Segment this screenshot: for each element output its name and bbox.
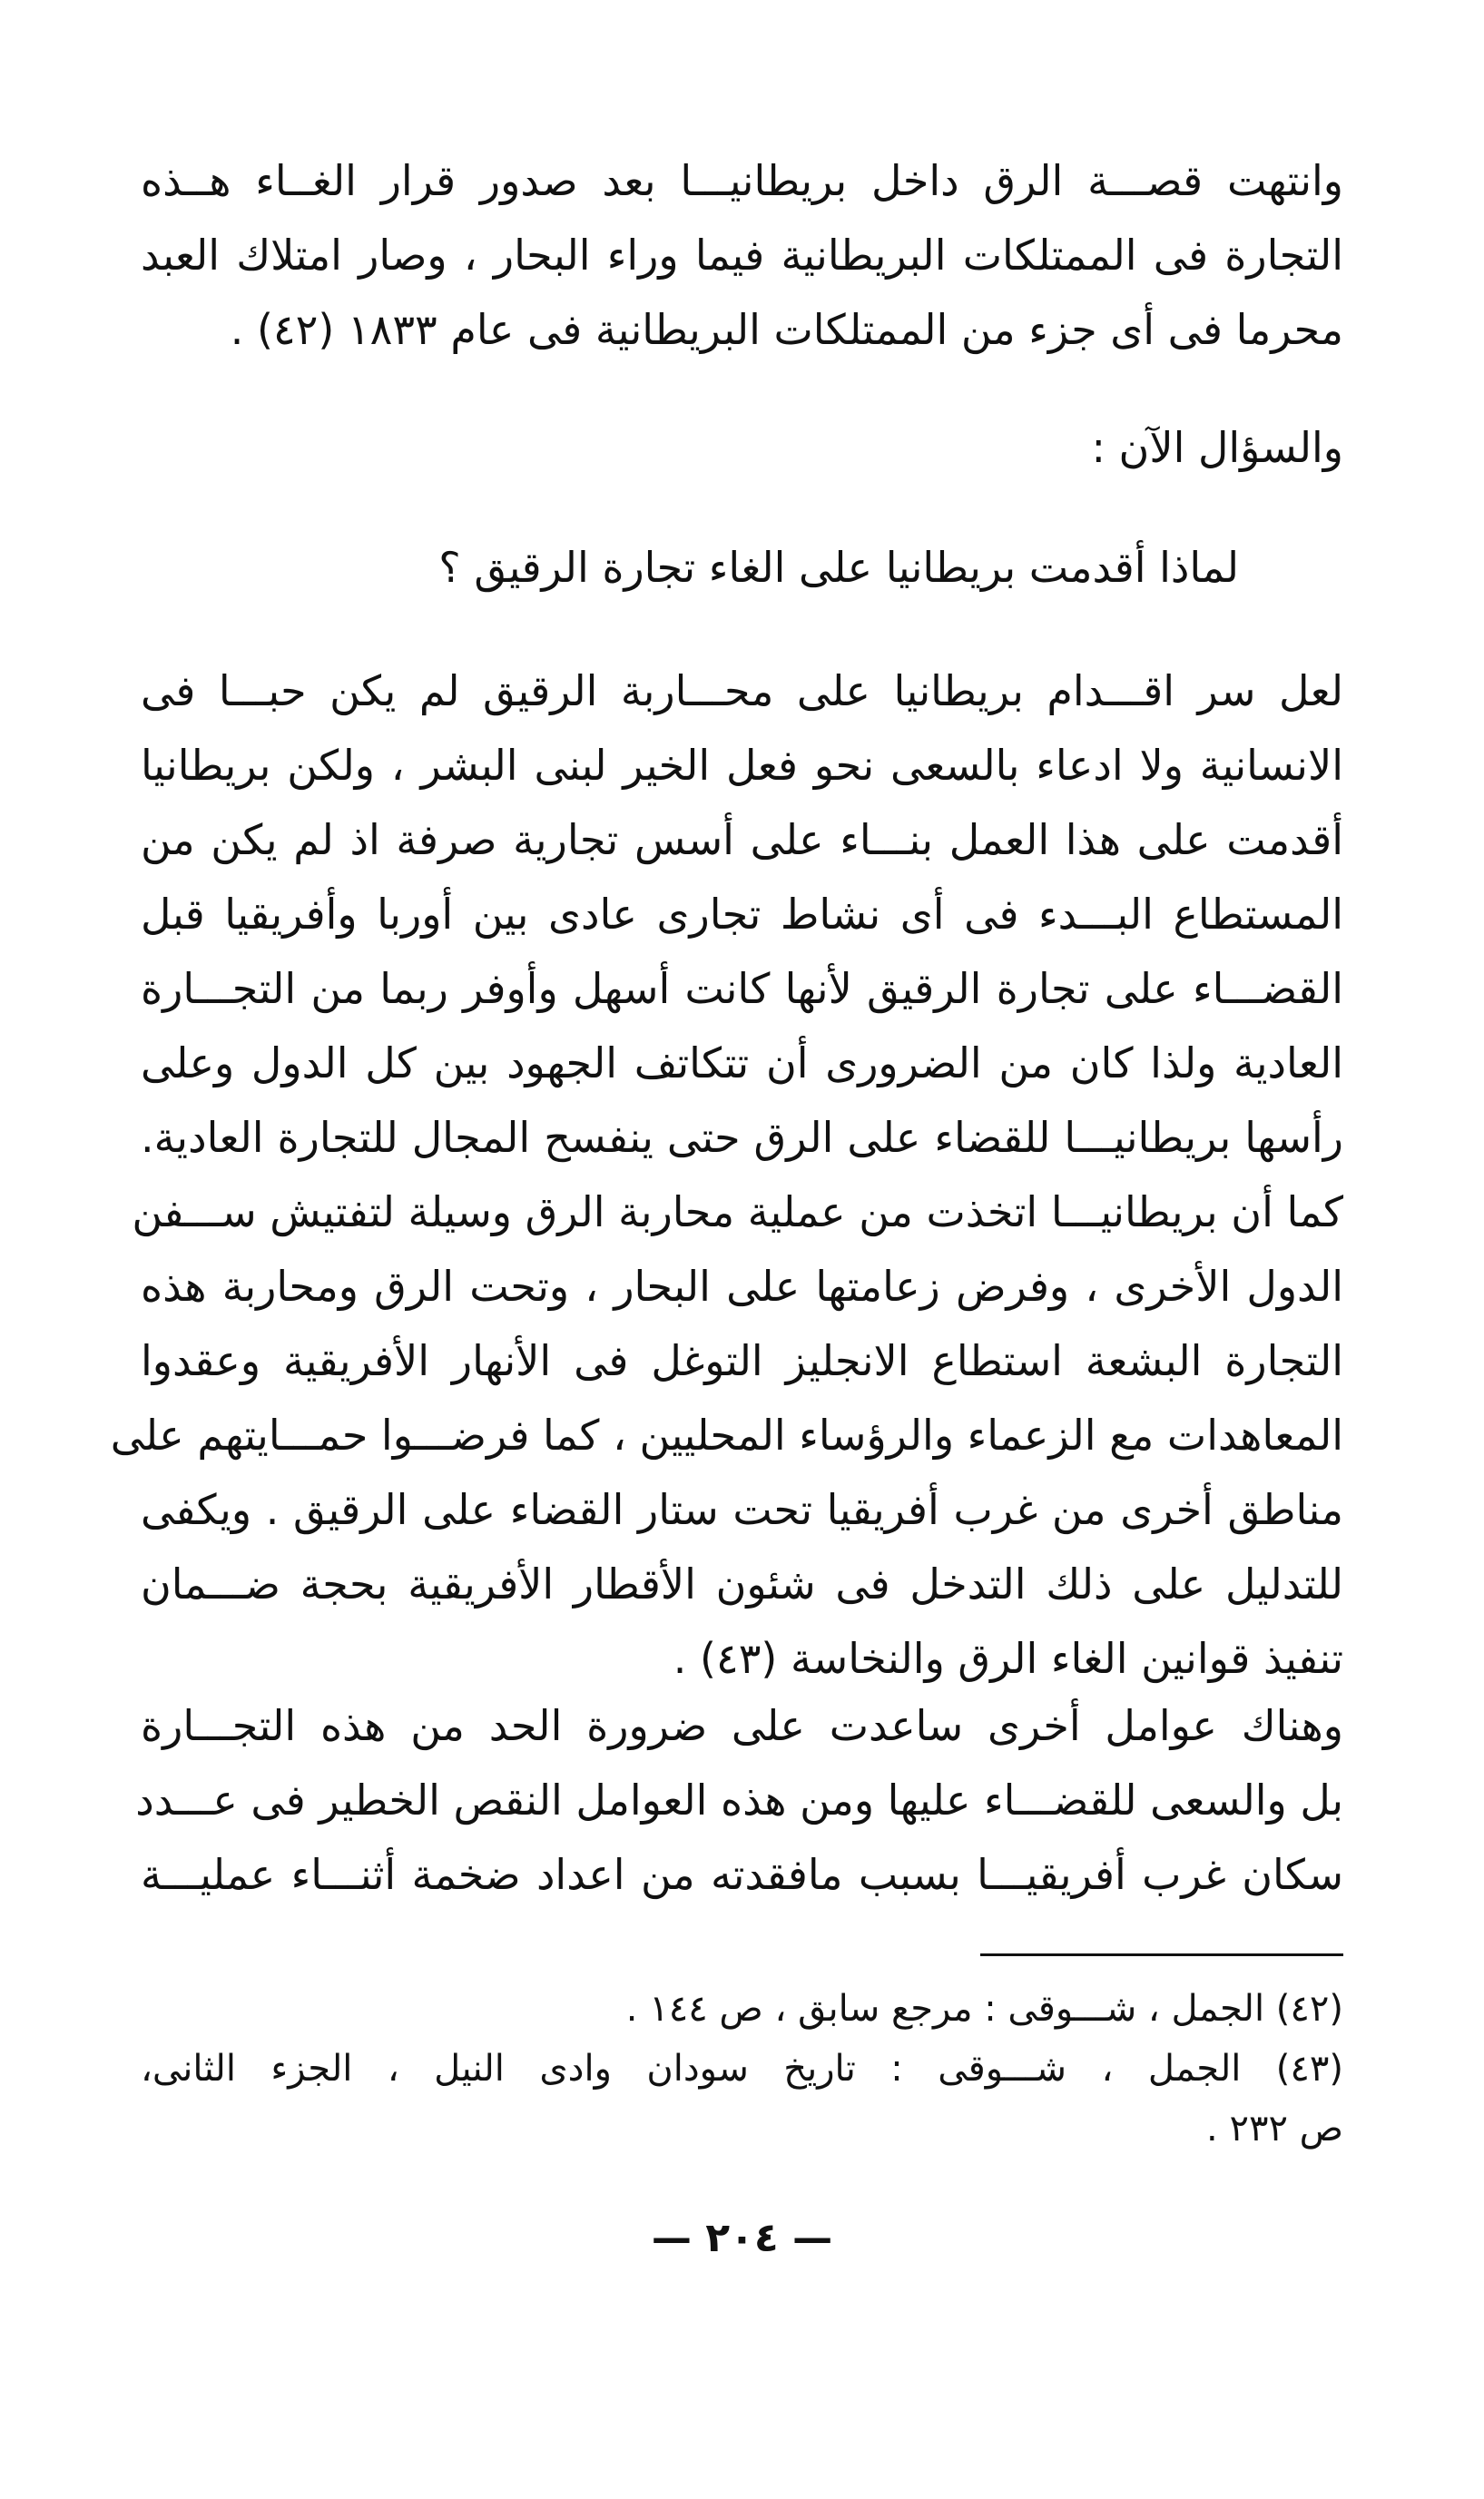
paragraph-3-line-3: سكان غرب أفريقيـــا بسبب مافقدته من اعداد ضخمة أثنـــاء عمليـــة (141, 1850, 1343, 1899)
paragraph-2-line-12: مناطق أخرى من غرب أفريقيا تحت ستار القضاء على الرقيق . ويكفى (141, 1485, 1343, 1534)
footnotes (141, 1979, 1343, 2159)
footnote-43-line-2: ص ٢٣٢ . (1206, 2108, 1343, 2150)
paragraph-1-line-3: محرما فى أى جزء من الممتلكات البريطانية فى عام ١٨٣٣ (٤٢) . (230, 305, 1343, 354)
paragraph-3-line-1: وهناك عوامل أخرى ساعدت على ضرورة الحد من هذه التجـــارة (141, 1701, 1343, 1750)
footnote-divider (980, 1953, 1343, 1956)
paragraph-2-line-6: العادية ولذا كان من الضرورى أن تتكاتف الجهود بين كل الدول وعلى (141, 1038, 1343, 1087)
paragraph-2-line-2: الانسانية ولا ادعاء بالسعى نحو فعل الخير لبنى البشر ، ولكن بريطانيا (141, 741, 1343, 790)
paragraph-2-line-9: الدول الأخرى ، وفرض زعامتها على البحار ، وتحت الرق ومحاربة هذه (141, 1262, 1343, 1311)
question-intro-block (141, 410, 1343, 485)
paragraph-3-line-2: بل والسعى للقضـــاء عليها ومن هذه العوامل النقص الخطير فى عـــدد (135, 1776, 1343, 1825)
question-intro: والسؤال الآن : (1091, 423, 1343, 472)
footnote-42: (٤٢) الجمل ، شـــوقى : مرجع سابق ، ص ١٤٤ . (625, 1988, 1343, 2030)
page-number: — ٢٠٤ — (651, 2215, 833, 2261)
paragraph-2-line-11: المعاهدات مع الزعماء والرؤساء المحليين ، كما فرضـــوا حمـــايتهم على (110, 1411, 1343, 1460)
paragraph-3 (135, 1688, 1343, 1912)
paragraph-1 (141, 143, 1343, 367)
paragraph-2-line-4: المستطاع البـــدء فى أى نشاط تجارى عادى بين أوربا وأفريقيا قبل (141, 890, 1343, 939)
paragraph-2-line-3: أقدمت على هذا العمل بنـــاء على أسس تجارية صرفة اذ لم يكن من (141, 815, 1343, 864)
paragraph-2 (110, 654, 1343, 1696)
paragraph-1-line-2: التجارة فى الممتلكات البريطانية فيما وراء البحار ، وصار امتلاك العبد (141, 231, 1343, 280)
paragraph-2-line-14: تنفيذ قوانين الغاء الرق والنخاسة (٤٣) . (673, 1634, 1343, 1683)
question-block (141, 530, 1239, 605)
paragraph-2-line-1: لعل سر اقـــدام بريطانيا على محـــاربة الرقيق لم يكن حبـــا فى (141, 666, 1343, 715)
paragraph-1-line-1: وانتهت قصـــة الرق داخل بريطانيـــا بعد صدور قرار الغــاء هــذه (141, 156, 1343, 205)
footnote-43-line-1: (٤٣) الجمل ، شـــوقى : تاريخ سودان وادى النيل ، الجزء الثانى، (141, 2048, 1343, 2090)
paragraph-2-line-5: القضـــاء على تجارة الرقيق لأنها كانت أسهل وأوفر ربما من التجـــارة (141, 964, 1343, 1013)
paragraph-2-line-7: رأسها بريطانيـــا للقضاء على الرق حتى ينفسح المجال للتجارة العادية. (141, 1113, 1343, 1162)
paragraph-2-line-10: التجارة البشعة استطاع الانجليز التوغل فى الأنهار الأفريقية وعقدوا (141, 1336, 1343, 1385)
paragraph-2-line-13: للتدليل على ذلك التدخل فى شئون الأقطار الأفريقية بحجة ضـــمان (141, 1559, 1343, 1609)
question-heading: لماذا أقدمت بريطانيا على الغاء تجارة الرقيق ؟ (438, 543, 1239, 592)
paragraph-2-line-8: كما أن بريطانيـــا اتخذت من عملية محاربة الرق وسيلة لتفتيش ســـفن (132, 1187, 1343, 1236)
